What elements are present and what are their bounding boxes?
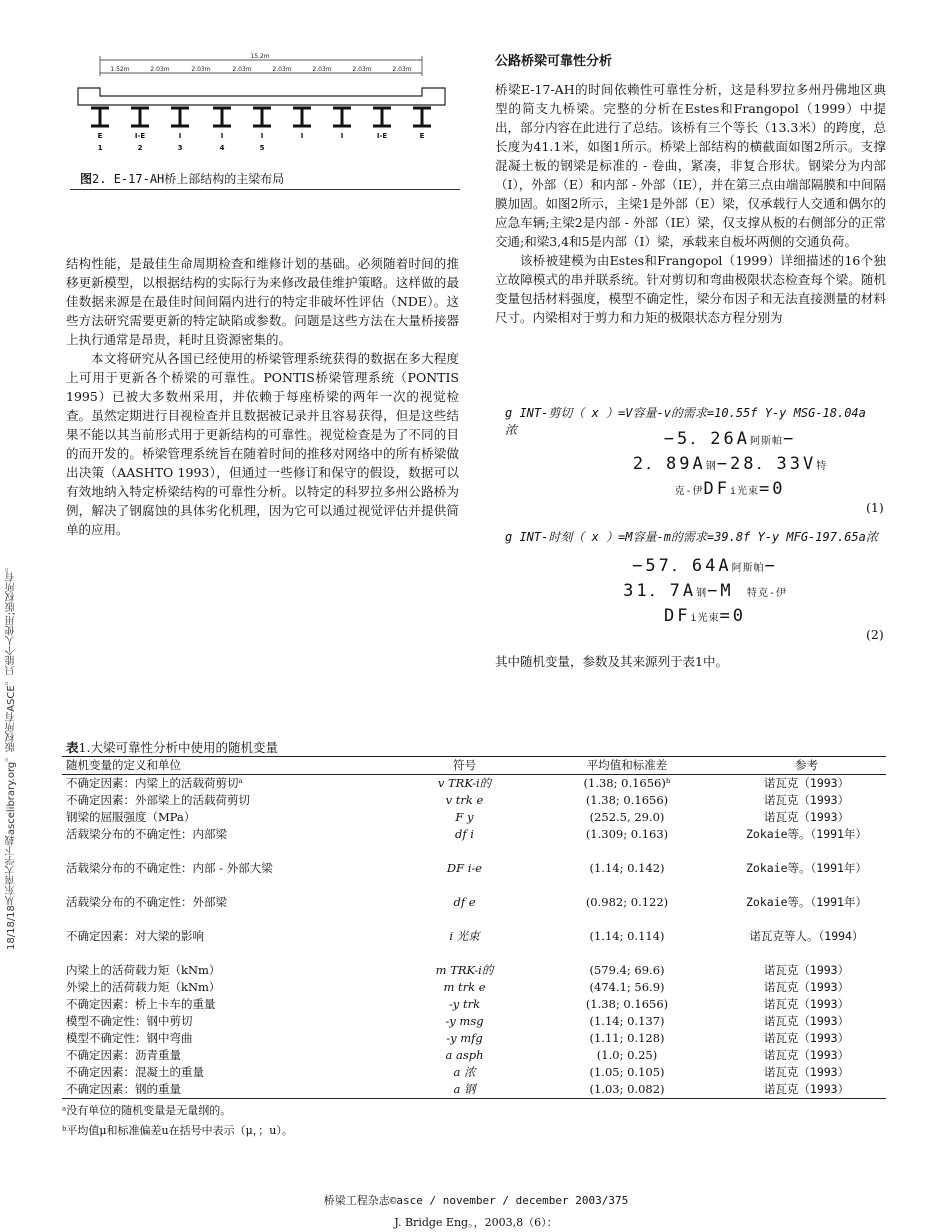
- table-footnote-b: ᵇ平均值μ和标准偏差u在括号中表示（μ，；u）。: [62, 1124, 293, 1137]
- right-paragraph-2: 该桥被建模为由Estes和Frangopol（1999）详细描述的16个独立故障模式的串并联系统。针对剪切和弯曲极限状态检查每个梁。随机变量包括材料强度，模型不确定性，梁分布因子和无法直接测量的材料尺寸。内梁相对于剪力和力矩的极限状态方程分别为: [495, 253, 886, 325]
- eq2-term-1-sub: 阿斯帕: [731, 563, 765, 574]
- girder-number-label: 1: [97, 144, 103, 152]
- spacing-label: 2.03m: [232, 66, 252, 73]
- table-row: [62, 1081, 886, 1099]
- right-column: [495, 52, 886, 327]
- cell-definition: 活载梁分布的不确定性：内部 - 外部大梁: [66, 861, 273, 875]
- figure-caption: [80, 170, 284, 187]
- cell-mean-std: (1.05; 0.105): [589, 1065, 665, 1079]
- random-variables-table: [62, 756, 886, 1099]
- girder-shape: [333, 108, 351, 126]
- table-row: [62, 894, 886, 928]
- table-row: [62, 792, 886, 809]
- table-row: [62, 775, 886, 793]
- cell-symbol: -y mfg: [446, 1031, 483, 1045]
- girder-type-label: I-E: [134, 132, 146, 140]
- table-wrapper: [62, 756, 888, 1139]
- table-row: [62, 1047, 886, 1064]
- table-row: [62, 928, 886, 962]
- table-footnote-a: ᵃ没有单位的随机变量是无量纲的。: [62, 1104, 232, 1117]
- girder-type-label: I: [178, 132, 182, 140]
- eq1-term-2: 2．89A: [632, 454, 706, 474]
- cell-definition: 不确定因素：沥青重量: [66, 1048, 181, 1062]
- cell-mean-std: (1.03; 0.082): [589, 1082, 665, 1096]
- table-row: [62, 996, 886, 1013]
- cell-definition: 内梁上的活荷载力矩（kNm）: [66, 963, 221, 977]
- eq2-term-4: DF: [664, 606, 691, 626]
- side-download-note: 18/18/18从东南大学下载ascelibrary.org。版权所有ASCE。只能个人使用;版权所有。: [6, 561, 17, 950]
- eq1-term-4-pre: 克-伊: [674, 486, 704, 497]
- cell-symbol: df e: [453, 895, 476, 909]
- cell-definition: 外梁上的活荷载力矩（kNm）: [66, 980, 221, 994]
- girder-type-label: I: [300, 132, 304, 140]
- girder-shape: [413, 108, 431, 126]
- cell-mean-std: (1.14; 0.137): [589, 1014, 665, 1028]
- cell-symbol: F y: [455, 810, 474, 824]
- cell-symbol: a 钢: [453, 1082, 476, 1096]
- cell-mean-std: (1.309; 0.163): [585, 827, 669, 841]
- equation-2-line: g INT-时刻（ x ）=M容量-m的需求=39.8f Y-y MFG-197.65a浓: [505, 530, 878, 544]
- eq1-term-2-sub: 钢: [705, 461, 717, 472]
- spacing-label: 1.52m: [110, 66, 130, 73]
- cell-mean-std: (1.38; 0.1656)ᵇ: [583, 776, 671, 790]
- cell-symbol: v trk e: [445, 793, 484, 807]
- spacing-label: 2.03m: [272, 66, 292, 73]
- cell-symbol: a asph: [445, 1048, 484, 1062]
- left-column: [66, 254, 459, 539]
- table-row: [62, 979, 886, 996]
- table-caption-label: 表: [66, 740, 79, 755]
- cell-symbol: m TRK-i的: [435, 963, 494, 977]
- eq2-term-1: −57．64A: [632, 556, 732, 576]
- cell-symbol: m trk e: [443, 980, 486, 994]
- cell-reference: 诺瓦克（1993）: [763, 1048, 850, 1062]
- cell-definition: 不确定因素：外部梁上的活载荷剪切: [66, 793, 250, 807]
- cell-mean-std: (1.11; 0.128): [589, 1031, 665, 1045]
- equation-1-line: g INT-剪切（ x ）=V容量-v的需求=10.55f Y-y MSG-18.04a 浓: [505, 406, 866, 437]
- table-row: [62, 1030, 886, 1047]
- cell-definition: 不确定因素：钢的重量: [66, 1082, 181, 1096]
- table-header-row: [62, 757, 886, 775]
- eq2-term-4-mid: i: [690, 613, 698, 624]
- equation-1-block: −5．26A阿斯帕− 2．89A钢−28．33V特 克-伊DFi光束=0: [632, 429, 828, 499]
- figure-caption-text: 2. E-17-AH桥上部结构的主梁布局: [92, 172, 285, 186]
- table-row: [62, 826, 886, 860]
- cell-reference: Zokaie等。（1991年）: [746, 827, 867, 841]
- table-row: [62, 860, 886, 894]
- right-paragraph-1: 桥梁E-17-AH的时间依赖性可靠性分析，这是科罗拉多州丹佛地区典型的简支九桥梁。完整的分析在Estes和Frangopol（1999）中提出，部分内容在此进行了总结。该桥有三个等长（13.3米）的跨度，总长度为41.1米，如图1所示。桥梁上部结构的横截面如图2所示。支撑混凝土板的钢梁是标准的 - 卷曲，紧凑，非复合形状。钢梁分为内部（I），外部（E）和内部 - 外部（IE），并在第三点由端部隔膜和中间隔膜加固。如图2所示，主梁1是外部（E）梁，仅承载行人交通和偶尔的应急车辆;主梁2是内部 - 外部（IE）梁，仅支撑从板的右侧部分的正常交通;和梁3,4和5是内部（I）梁，承载来自板坏两侧的交通负荷。: [495, 82, 886, 249]
- header-mean-std: 平均值和标准差: [586, 758, 668, 772]
- figure-caption-label: 图: [80, 172, 93, 186]
- spacing-label: 2.03m: [191, 66, 211, 73]
- girder-type-label: I: [340, 132, 344, 140]
- eq2-term-3: −M: [707, 581, 734, 601]
- cell-mean-std: (252.5, 29.0): [589, 810, 665, 824]
- girder-number-label: 2: [137, 144, 143, 152]
- eq2-term-2: 31．7A: [623, 581, 697, 601]
- cell-symbol: i 光束: [449, 929, 480, 943]
- spacing-label: 2.03m: [392, 66, 412, 73]
- spacing-label: 2.03m: [312, 66, 332, 73]
- eq2-term-4-end: =0: [719, 606, 746, 626]
- eq1-term-4-mid: i: [730, 486, 738, 497]
- girder-number-label: 5: [259, 144, 265, 152]
- figure-girder-layout: [70, 50, 460, 200]
- eq2-term-3-sub: 特克-伊: [746, 588, 787, 599]
- eq2-term-4-sub: 光束: [697, 613, 720, 624]
- eq1-term-4-end: =0: [759, 479, 786, 499]
- cell-reference: 诺瓦克（1993）: [763, 980, 850, 994]
- girder-shape: [171, 108, 189, 126]
- cell-symbol: -y msg: [445, 1014, 484, 1028]
- cell-reference: 诺瓦克（1993）: [763, 963, 850, 977]
- girder-type-label: E: [419, 132, 425, 140]
- girder-shape: [293, 108, 311, 126]
- cell-reference: 诺瓦克（1993）: [763, 1031, 850, 1045]
- cell-reference: 诺瓦克（1993）: [763, 997, 850, 1011]
- section-heading: 公路桥梁可靠性分析: [495, 54, 613, 69]
- table-caption: [66, 738, 278, 756]
- spacing-label: 2.03m: [352, 66, 372, 73]
- right-paragraph-3: 其中随机变量，参数及其来源列于表1中。: [495, 654, 728, 669]
- eq1-term-3: −28．33V: [716, 454, 817, 474]
- cell-definition: 不确定因素：内梁上的活载荷剪切ᵃ: [66, 776, 243, 790]
- eq1-term-4: DF: [703, 479, 730, 499]
- cell-reference: 诺瓦克（1993）: [763, 1082, 850, 1096]
- eq2-term-2-sub: 钢: [696, 588, 708, 599]
- cell-definition: 模型不确定性：钢中弯曲: [66, 1031, 193, 1045]
- cell-symbol: DF i-e: [446, 861, 483, 875]
- footer-citation: J. Bridge Eng。，2003,8（6）：: [394, 1216, 558, 1229]
- table-caption-text: 1.大梁可靠性分析中使用的随机变量: [78, 740, 278, 755]
- cell-mean-std: (0.982; 0.122): [585, 895, 669, 909]
- eq1-term-3-sub: 特: [816, 461, 828, 472]
- cell-symbol: df i: [455, 827, 474, 841]
- cell-reference: 诺瓦克（1993）: [763, 810, 850, 824]
- equation-1-number: (1): [866, 500, 884, 515]
- cell-definition: 不确定因素：对大梁的影响: [66, 929, 204, 943]
- cell-definition: 钢梁的屈服强度（MPa）: [66, 810, 196, 824]
- total-width-label: 15.2m: [250, 53, 270, 60]
- cell-reference: 诺瓦克等人。（1994）: [749, 929, 864, 943]
- cell-mean-std: (579.4; 69.6): [589, 963, 665, 977]
- girder-shape: [213, 108, 231, 126]
- eq1-term-4-sub: 光束: [737, 486, 760, 497]
- cell-reference: Zokaie等。（1991年）: [746, 895, 867, 909]
- cell-mean-std: (1.14; 0.142): [589, 861, 665, 875]
- eq1-term-1-sub: 阿斯帕: [749, 436, 783, 447]
- cell-mean-std: (1.14; 0.114): [589, 929, 665, 943]
- equation-2-number: (2): [866, 627, 884, 642]
- girder-type-label: I: [260, 132, 264, 140]
- footer-journal: 桥梁工程杂志©asce / november / december 2003/375: [323, 1194, 629, 1207]
- table-row: [62, 1064, 886, 1081]
- girder-shape: [373, 108, 391, 126]
- table-row: [62, 809, 886, 826]
- header-definition: 随机变量的定义和单位: [66, 758, 181, 772]
- cell-reference: Zokaie等。（1991年）: [746, 861, 867, 875]
- equation-2-block: −57．64A阿斯帕− 31．7A钢−M 特克-伊 DFi光束=0: [623, 556, 787, 626]
- eq1-term-1: −5．26A: [663, 429, 750, 449]
- cell-symbol: a 浓: [453, 1065, 476, 1079]
- cell-reference: 诺瓦克（1993）: [763, 776, 850, 790]
- cell-definition: 活载梁分布的不确定性：外部梁: [66, 895, 227, 909]
- spacing-label: 2.03m: [150, 66, 170, 73]
- left-paragraph-1: 结构性能，是最佳生命周期检查和维修计划的基础。必须随着时间的推移更新模型，以根据结构的实际行为来修改最佳维护策略。这样做的最佳数据来源是在最佳时间间隔内进行的特定非破坏性评估（NDE）。这些方法研究需要更新的特定缺陷或参数。问题是这些方法在大量桥接器上执行通常是昂贵，耗时且资源密集的。: [66, 256, 459, 347]
- cell-mean-std: (474.1; 56.9): [589, 980, 665, 994]
- girder-type-label: E: [97, 132, 103, 140]
- girder-number-label: 3: [177, 144, 183, 152]
- girder-type-label: I-E: [376, 132, 388, 140]
- cell-definition: 不确定因素：桥上卡车的重量: [66, 997, 216, 1011]
- cell-symbol: v TRK-i的: [437, 776, 492, 790]
- girder-type-label: I: [220, 132, 224, 140]
- cell-definition: 活载梁分布的不确定性：内部梁: [66, 827, 227, 841]
- girder-shape: [91, 108, 109, 126]
- cell-mean-std: (1.38; 0.1656): [585, 793, 669, 807]
- cell-reference: 诺瓦克（1993）: [763, 1065, 850, 1079]
- cell-mean-std: (1.38; 0.1656): [585, 997, 669, 1011]
- table-row: [62, 962, 886, 979]
- header-symbol: 符号: [453, 758, 476, 772]
- table-row: [62, 1013, 886, 1030]
- left-paragraph-2: 本文将研究从各国已经使用的桥梁管理系统获得的数据在多大程度上可用于更新各个桥梁的可靠性。PONTIS桥梁管理系统（PONTIS 1995）已被大多数州采用，并依赖于每座桥梁的两年一次的视觉检查。虽然定期进行目视检查并且数据被记录并且容易获得，但是这些结果不能以其当前形式用于更新结构的可靠性。视觉检查是为了不同的目的而开发的。桥梁管理系统旨在随着时间的推移对网络中的所有桥梁做出决策（AASHTO 1993），但通过一些修订和保守的假设，数据可以有效地纳入特定桥梁结构的可靠性分析。以特定的科罗拉多州公路桥为例，解决了钢腐蚀的具体劣化机理，因为它可以通过视觉评估并提供简单的应用。: [66, 351, 459, 537]
- cell-symbol: -y trk: [448, 997, 481, 1011]
- girder-layout-diagram: [70, 50, 460, 165]
- cell-reference: 诺瓦克（1993）: [763, 1014, 850, 1028]
- girder-number-label: 4: [219, 144, 225, 152]
- header-reference: 参考: [795, 758, 818, 772]
- cell-definition: 模型不确定性：钢中剪切: [66, 1014, 193, 1028]
- cell-mean-std: (1.0; 0.25): [596, 1048, 658, 1062]
- cell-reference: 诺瓦克（1993）: [763, 793, 850, 807]
- girder-shape: [131, 108, 149, 126]
- cell-definition: 不确定因素：混凝土的重量: [66, 1065, 204, 1079]
- girder-shape: [253, 108, 271, 126]
